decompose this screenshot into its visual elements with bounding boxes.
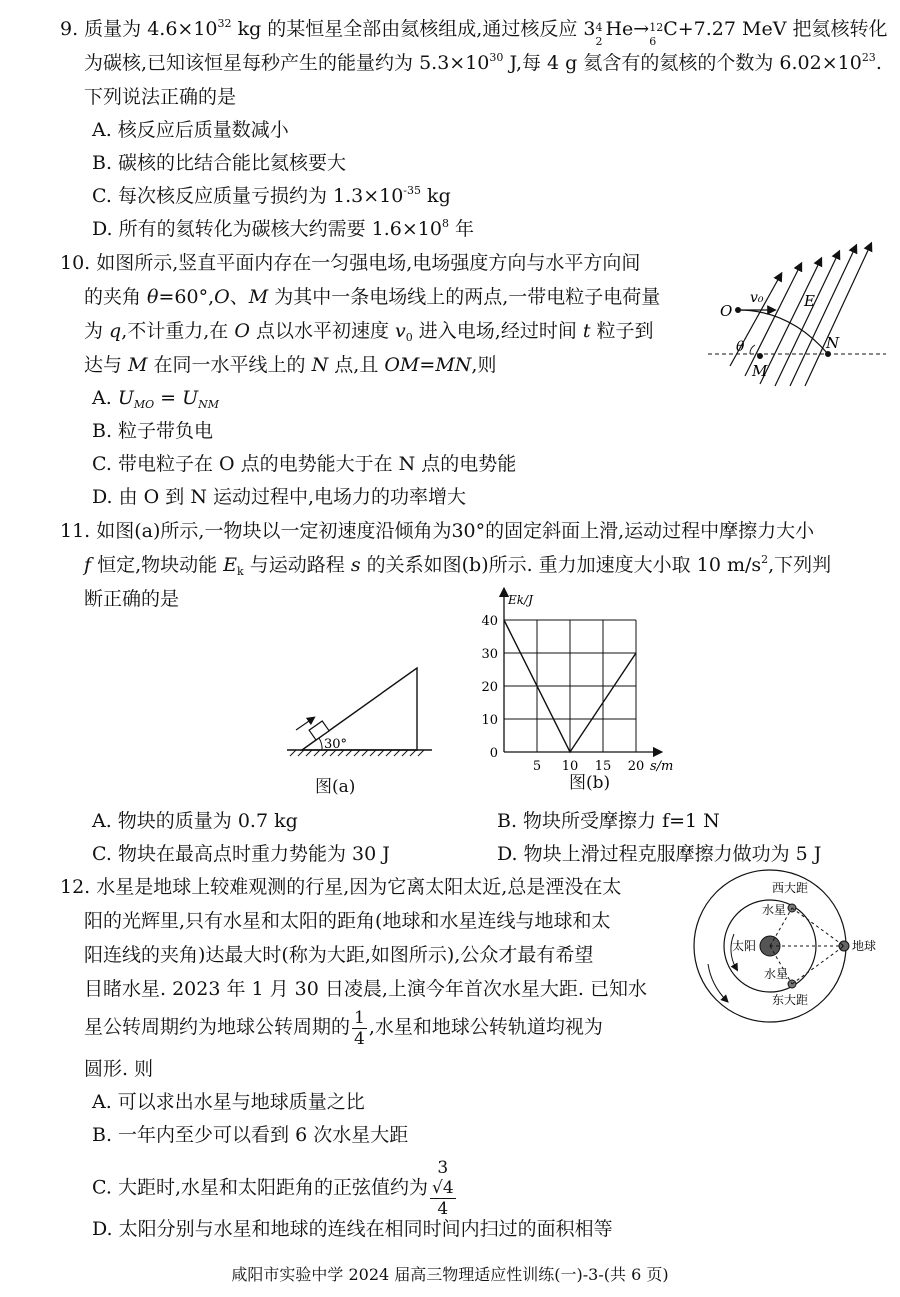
y-tick-label: 30 (481, 647, 498, 662)
fig-label-mercury-bottom: 水星 (764, 967, 789, 981)
y-tick-label: 10 (481, 713, 498, 728)
q9-line3: 下列说法正确的是 (84, 86, 237, 108)
q11-option-b: B. 物块所受摩擦力 f=1 N (497, 810, 720, 832)
q12-option-c: C. 大距时,水星和太阳距角的正弦值约为 3 √4 4 (92, 1158, 454, 1219)
q12-line5: 星公转周期约为地球公转周期的 $\frac{1}{4}$ ,水星和地球公转轨道均视为 (84, 1007, 603, 1049)
x-tick-label: 15 (594, 759, 612, 774)
q11-option-d: D. 物块上滑过程克服摩擦力做功为 5 J (497, 843, 822, 865)
q11-option-a: A. 物块的质量为 0.7 kg (92, 810, 298, 832)
q11-fig-a-caption: 图(a) (315, 777, 356, 797)
q12-option-a: A. 可以求出水星与地球质量之比 (92, 1091, 365, 1113)
q12-line6: 圆形. 则 (84, 1058, 154, 1080)
q12-line3: 阳连线的夹角)达最大时(称为大距,如图所示),公众才最有希望 (84, 944, 594, 966)
q11-line1: 11. 如图(a)所示,一物块以一定初速度沿倾角为30°的固定斜面上滑,运动过程中摩擦力大小 (60, 520, 815, 542)
fig-label-west-elongation: 西大距 (772, 881, 809, 895)
q12-option-b: B. 一年内至少可以看到 6 次水星大距 (92, 1124, 409, 1146)
q9-option-c: C. 每次核反应质量亏损约为 $1.3\times 10^{-35}$ kg (92, 184, 451, 207)
y-tick-label: 20 (481, 680, 498, 695)
x-tick-label: 20 (627, 759, 645, 774)
fig-label-o: O (720, 302, 733, 320)
fig-label-mercury-top: 水星 (762, 903, 787, 917)
fig-label-earth: 地球 (852, 939, 877, 953)
y-tick-label: 40 (481, 614, 498, 629)
q10-line3: 为 q,不计重力,在 O 点以水平初速度 $v_0$ 进入电场,经过时间 t 粒子到 (84, 320, 654, 344)
fig-label-east-elongation: 东大距 (772, 993, 809, 1007)
q10-electric-field-figure (700, 236, 890, 386)
q10-option-b: B. 粒子带负电 (92, 420, 214, 442)
fig-label-e: E (804, 292, 815, 310)
q10-option-a: A. $U_{MO} = U_{NM}$ (92, 387, 220, 411)
q9-line2: 为碳核,已知该恒星每秒产生的能量约为 $5.3\times 10^{30}$ J,每 4 g 氦含有的氦核的个数为 $6.02\times 10^{23}$. (84, 51, 882, 74)
q10-line1: 10. 如图所示,竖直平面内存在一匀强电场,电场强度方向与水平方向间 (60, 252, 641, 274)
q12-orbit-figure (692, 868, 892, 1028)
q11-line3: 断正确的是 (84, 588, 180, 610)
q12-option-d: D. 太阳分别与水星和地球的连线在相同时间内扫过的面积相等 (92, 1218, 613, 1240)
q11-ek-s-chart (470, 580, 674, 780)
q9-option-b: B. 碳核的比结合能比氦核要大 (92, 152, 347, 174)
q11-line2: f 恒定,物块动能 $E_k$ 与运动路程 s 的关系如图(b)所示. 重力加速度大小取 10 $m/s^2$,下列判 (84, 553, 832, 578)
q10-option-c: C. 带电粒子在 O 点的电势能大于在 N 点的电势能 (92, 453, 517, 475)
q11-incline-figure (282, 660, 442, 790)
q9-option-d: D. 所有的氦转化为碳核大约需要 $1.6\times 10^8$ 年 (92, 217, 475, 240)
page-footer: 咸阳市实验中学 2024 届高三物理适应性训练(一)-3-(共 6 页) (231, 1265, 669, 1284)
q9-option-a: A. 核反应后质量数减小 (92, 119, 289, 141)
q10-line2: 的夹角 θ=60°,O、M 为其中一条电场线上的两点,一带电粒子电荷量 (84, 286, 661, 308)
q12-line2: 阳的光辉里,只有水星和太阳的距角(地球和水星连线与地球和太 (84, 910, 611, 932)
fig-label-sun: 太阳 (732, 939, 757, 953)
q12-line4: 目睹水星. 2023 年 1 月 30 日凌晨,上演今年首次水星大距. 已知水 (84, 978, 648, 1000)
fig-label-m: M (752, 362, 768, 380)
fig-a-angle-label: 30° (324, 737, 348, 752)
x-axis-label: s/m (650, 759, 674, 774)
y-axis-label: Ek/J (508, 593, 533, 607)
x-tick-label: 10 (561, 759, 579, 774)
fig-label-theta: θ (736, 339, 745, 355)
q10-line4: 达与 M 在同一水平线上的 N 点,且 OM=MN,则 (84, 354, 497, 376)
q9-line1: 9. 质量为 $4.6\times 10^{32}$ kg 的某恒星全部由氦核组成,通过核反应 3 4 2 He→ 12 6 C+7.27 MeV 把氦核转化 (60, 17, 888, 48)
q11-option-c: C. 物块在最高点时重力势能为 30 J (92, 843, 390, 865)
q12-line1: 12. 水星是地球上较难观测的行星,因为它离太阳太近,总是湮没在太 (60, 876, 622, 898)
origin-label: 0 (489, 746, 498, 761)
q10-option-d: D. 由 O 到 N 运动过程中,电场力的功率增大 (92, 486, 467, 508)
fig-label-n: N (826, 334, 840, 352)
x-tick-label: 5 (532, 759, 542, 774)
fig-label-v0: v₀ (750, 290, 764, 306)
q11-fig-b-caption: 图(b) (569, 773, 611, 793)
